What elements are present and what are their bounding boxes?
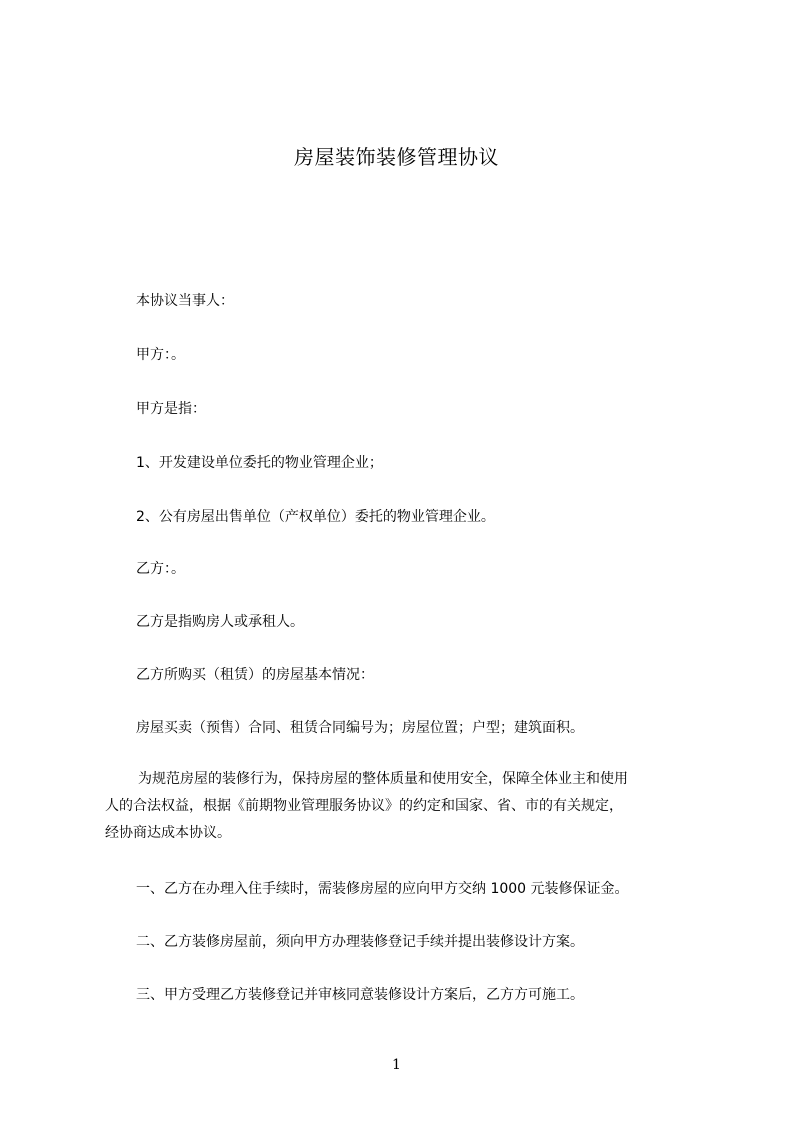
paragraph-property-details: 房屋买卖（预售）合同、租赁合同编号为；房屋位置；户型；建筑面积。: [136, 720, 584, 736]
purpose-line: 人的合法权益，根据《前期物业管理服务协议》的约定和国家、省、市的有关规定，: [105, 798, 623, 814]
paragraph-party-a-item-2: 2、公有房屋出售单位（产权单位）委托的物业管理企业。: [136, 509, 495, 525]
paragraph-party-a: 甲方：。: [136, 347, 185, 363]
clause-1: 一、乙方在办理入住手续时，需装修房屋的应向甲方交纳 1000 元装修保证金。: [136, 881, 629, 897]
paragraph-purpose: [105, 766, 697, 847]
paragraph-party-a-definition: 甲方是指：: [136, 401, 206, 417]
purpose-line: 为规范房屋的装修行为，保持房屋的整体质量和使用安全，保障全体业主和使用: [138, 771, 628, 787]
paragraph-party-b: 乙方：。: [136, 561, 185, 577]
document-title: 房屋装饰装修管理协议: [294, 145, 499, 169]
paragraph-party-b-definition: 乙方是指购房人或承租人。: [136, 614, 304, 630]
page-number: 1: [392, 1057, 401, 1073]
clause-2: 二、乙方装修房屋前，须向甲方办理装修登记手续并提出装修设计方案。: [136, 934, 584, 950]
purpose-line: 经协商达成本协议。: [105, 825, 231, 841]
paragraph-parties-intro: 本协议当事人：: [136, 293, 234, 309]
paragraph-property-info-heading: 乙方所购买（租赁）的房屋基本情况：: [136, 667, 374, 683]
clause-3: 三、甲方受理乙方装修登记并审核同意装修设计方案后，乙方方可施工。: [136, 987, 584, 1003]
paragraph-party-a-item-1: 1、开发建设单位委托的物业管理企业；: [136, 455, 383, 471]
